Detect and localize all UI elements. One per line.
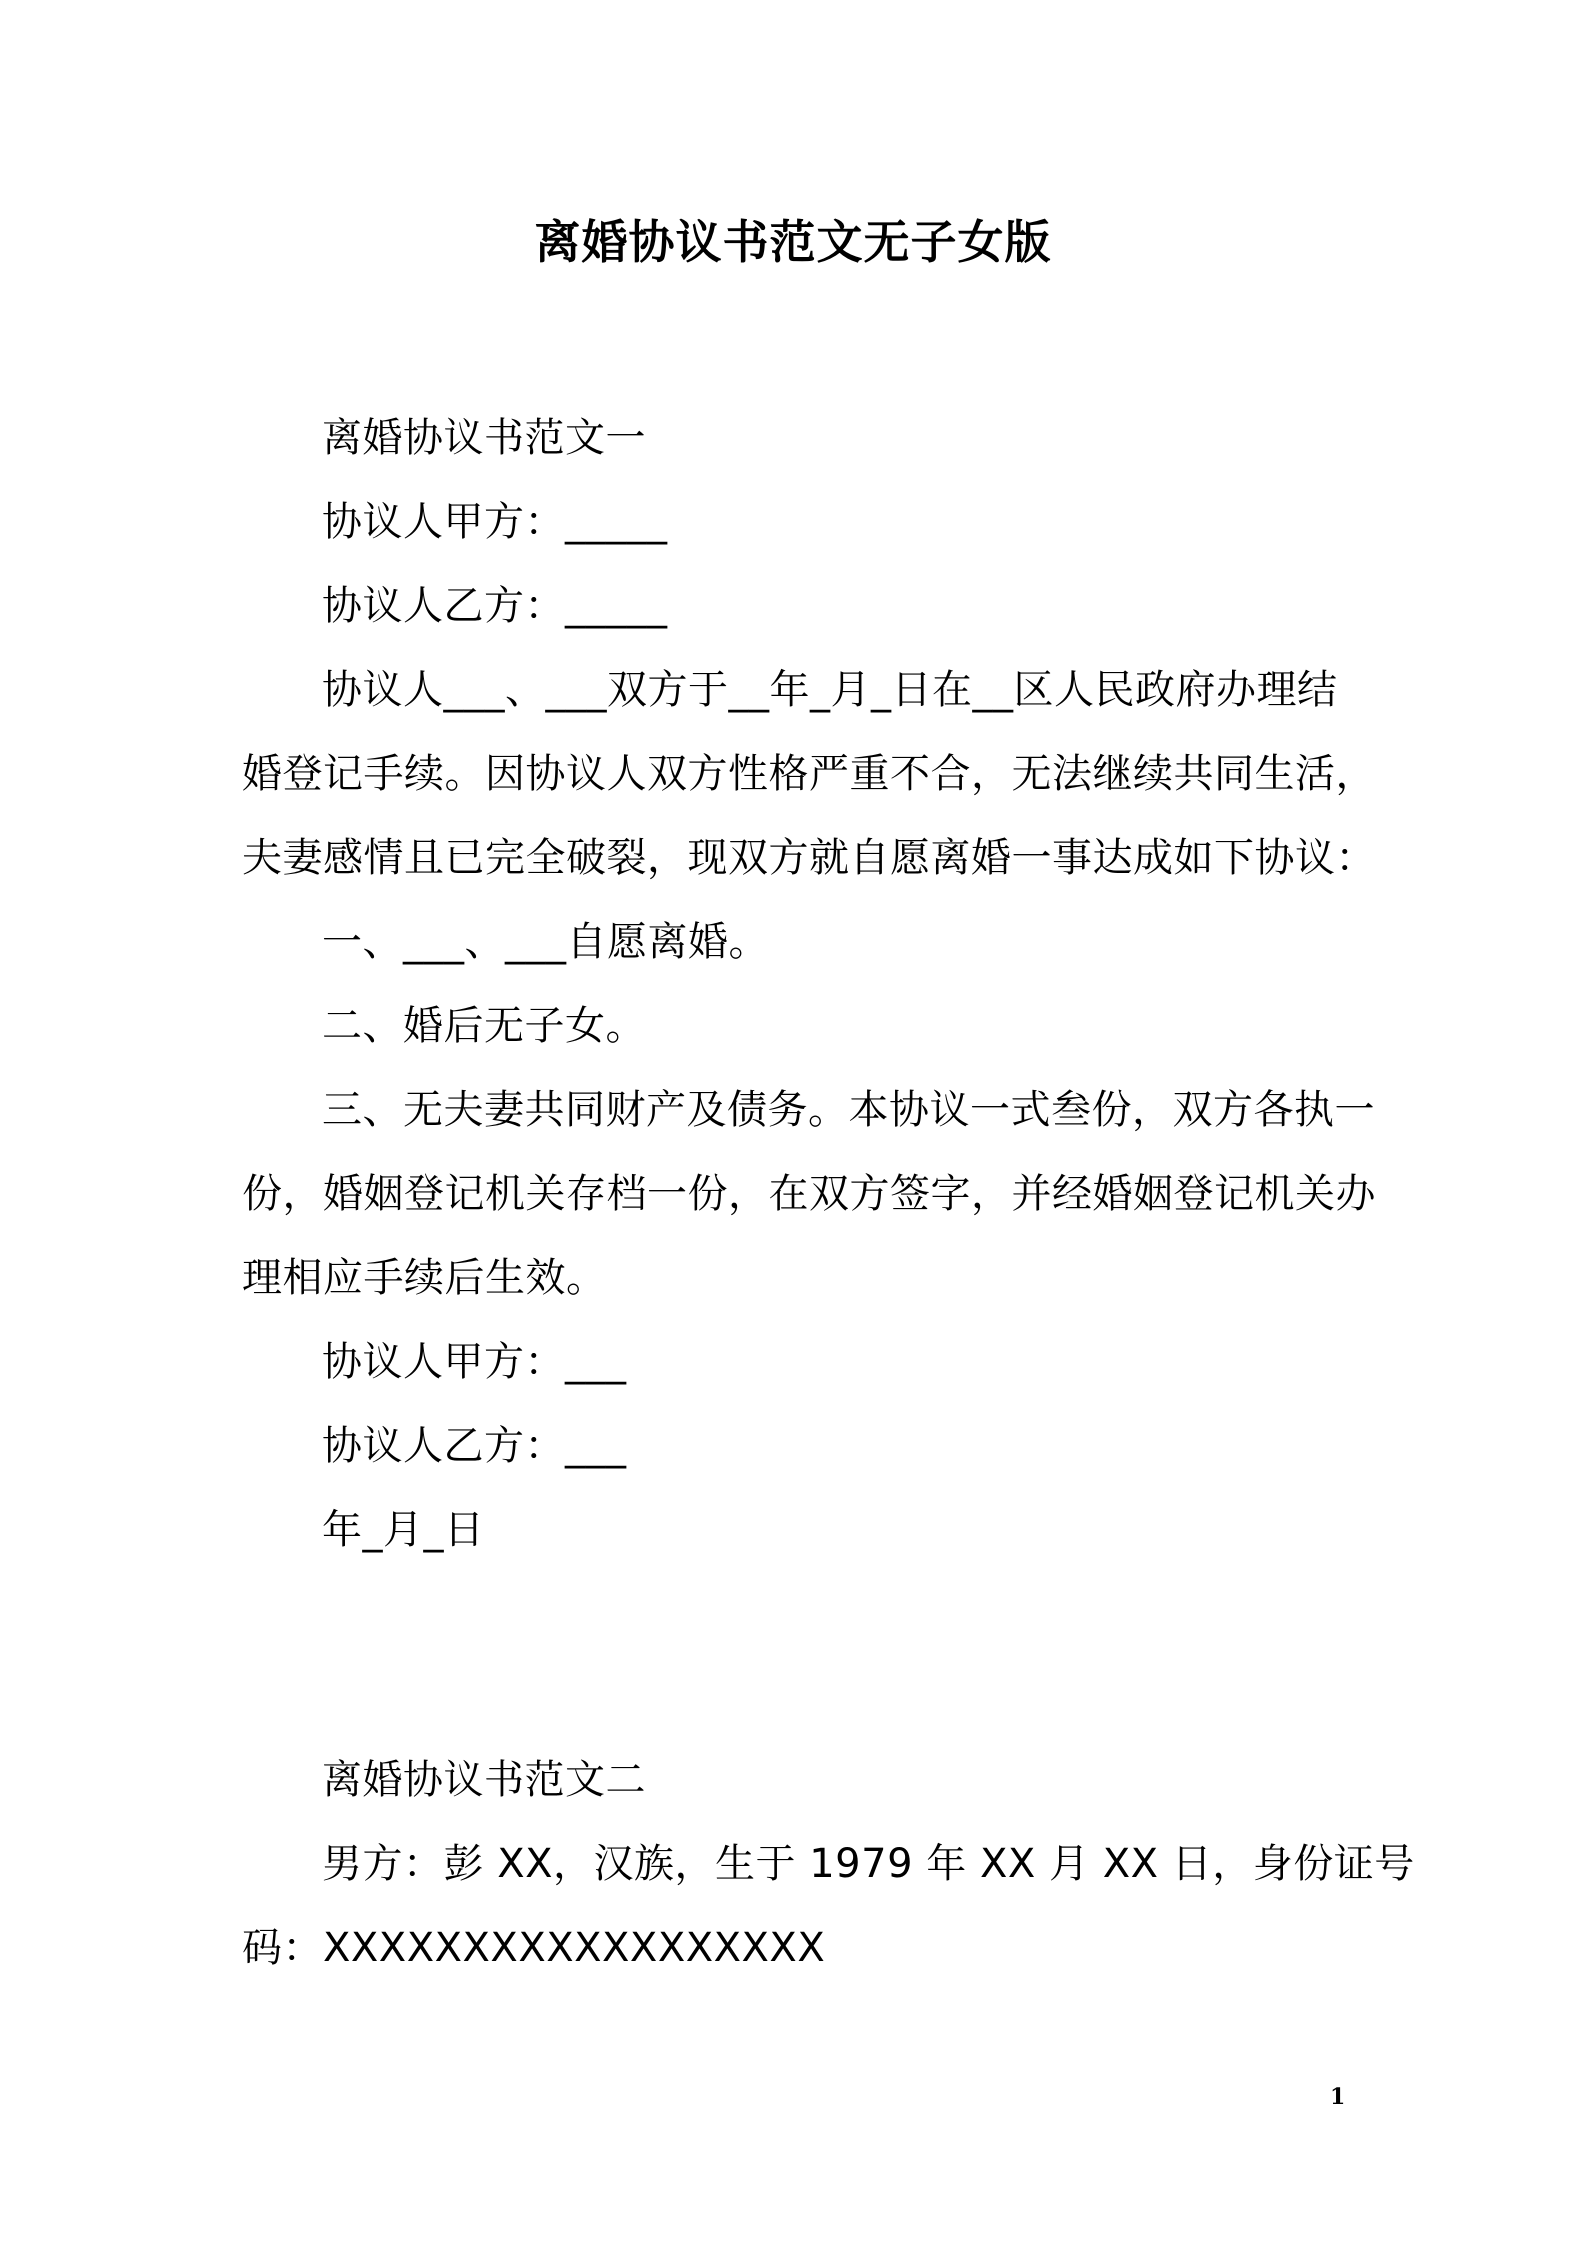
clause-two: 二、婚后无子女。 (322, 1003, 646, 1049)
paragraph-line: 夫妻感情且已完全破裂，现双方就自愿离婚一事达成如下协议： (242, 835, 1376, 881)
signature-party-b: 协议人乙方：___ (322, 1423, 627, 1469)
section-heading-two: 离婚协议书范文二 (322, 1757, 646, 1803)
paragraph-line: 份，婚姻登记机关存档一份，在双方签字，并经婚姻登记机关办 (242, 1171, 1376, 1217)
signature-party-a: 协议人甲方：___ (322, 1339, 627, 1385)
male-party-line: 男方：彭 XX，汉族，生于 1979 年 XX 月 XX 日，身份证号 (322, 1841, 1415, 1887)
clause-one: 一、___、___自愿离婚。 (322, 919, 769, 965)
paragraph-line: 婚登记手续。因协议人双方性格严重不合，无法继续共同生活， (242, 751, 1376, 797)
party-b-line: 协议人乙方：_____ (322, 583, 668, 629)
paragraph-line: 理相应手续后生效。 (242, 1255, 607, 1301)
section-heading-one: 离婚协议书范文一 (322, 415, 646, 461)
party-a-line: 协议人甲方：_____ (322, 499, 668, 545)
signature-date: 年_月_日 (322, 1507, 485, 1553)
page-number: 1 (1330, 2084, 1346, 2110)
id-number-line: 码：XXXXXXXXXXXXXXXXXX (242, 1925, 826, 1971)
paragraph-line: 协议人___、___双方于__年_月_日在__区人民政府办理结 (322, 667, 1338, 713)
clause-three: 三、无夫妻共同财产及债务。本协议一式叁份，双方各执一 (322, 1087, 1375, 1133)
document-title: 离婚协议书范文无子女版 (534, 215, 1052, 269)
